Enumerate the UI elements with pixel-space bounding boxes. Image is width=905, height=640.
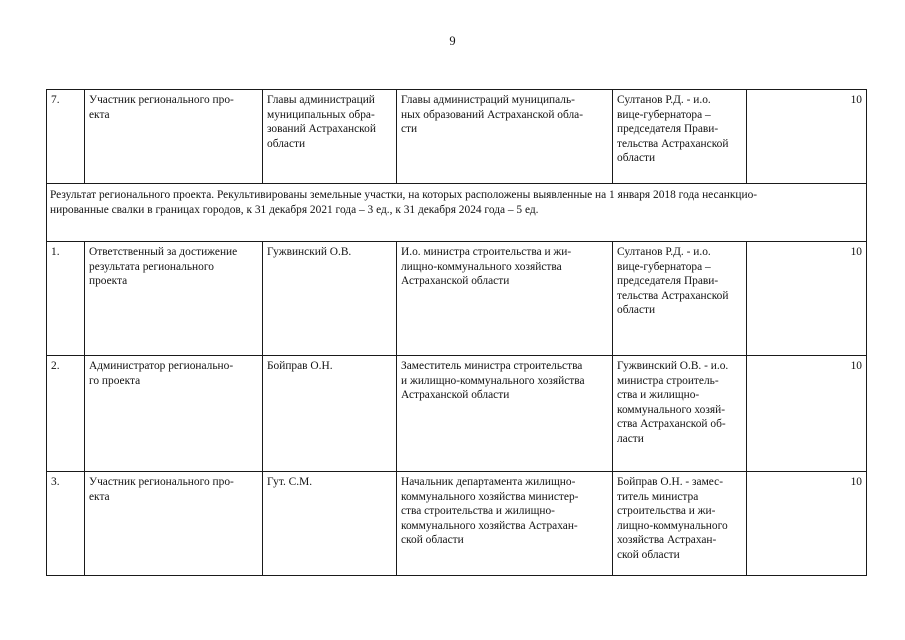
position-cell: И.о. министра строительства и жи- лищно-коммунального хозяйства Астраханской области — [397, 242, 613, 356]
result-section-row — [47, 184, 867, 242]
supervisor-cell: Гужвинский О.В. - и.о. министра строитель- ства и жилищно- коммунального хозяй- ства Астраханской об- ласти — [613, 356, 747, 472]
score-cell: 10 — [747, 90, 867, 184]
supervisor-cell: Султанов Р.Д. - и.о. вице-губернатора – председателя Прави- тельства Астраханской области — [613, 90, 747, 184]
role-cell: Ответственный за достижение результата регионального проекта — [85, 242, 263, 356]
role-cell: Участник регионального про- екта — [85, 90, 263, 184]
position-cell: Заместитель министра строительства и жилищно-коммунального хозяйства Астраханской области — [397, 356, 613, 472]
position-cell: Начальник департамента жилищно- коммунального хозяйства министер- ства строительства и жилищно- коммунального хозяйства Астрахан- ской области — [397, 472, 613, 576]
person-cell: Главы администраций муниципальных обра- зований Астраханской области — [263, 90, 397, 184]
role-cell: Администратор регионально- го проекта — [85, 356, 263, 472]
person-cell: Бойправ О.Н. — [263, 356, 397, 472]
row-number: 2. — [47, 356, 85, 472]
person-cell: Гут. С.М. — [263, 472, 397, 576]
table-row — [47, 242, 867, 356]
role-cell: Участник регионального про- екта — [85, 472, 263, 576]
result-text: Результат регионального проекта. Рекультивированы земельные участки, на которых расположены выявленные на 1 января 2018 года несанкцио- нированные свалки в границах городов, к 31 декабря 2021 года – 3 ед., к 31 декабря 2024 года – 5 ед. — [47, 184, 867, 242]
person-cell: Гужвинский О.В. — [263, 242, 397, 356]
position-cell: Главы администраций муниципаль- ных образований Астраханской обла- сти — [397, 90, 613, 184]
supervisor-cell: Бойправ О.Н. - замес- титель министра строительства и жи- лищно-коммунального хозяйства Астрахан- ской области — [613, 472, 747, 576]
score-cell: 10 — [747, 472, 867, 576]
row-number: 7. — [47, 90, 85, 184]
table-row — [47, 472, 867, 576]
table-row — [47, 90, 867, 184]
row-number: 3. — [47, 472, 85, 576]
supervisor-cell: Султанов Р.Д. - и.о. вице-губернатора – председателя Прави- тельства Астраханской области — [613, 242, 747, 356]
score-cell: 10 — [747, 356, 867, 472]
responsibility-table — [46, 89, 867, 576]
score-cell: 10 — [747, 242, 867, 356]
row-number: 1. — [47, 242, 85, 356]
page-number: 9 — [449, 34, 456, 48]
table-row — [47, 356, 867, 472]
